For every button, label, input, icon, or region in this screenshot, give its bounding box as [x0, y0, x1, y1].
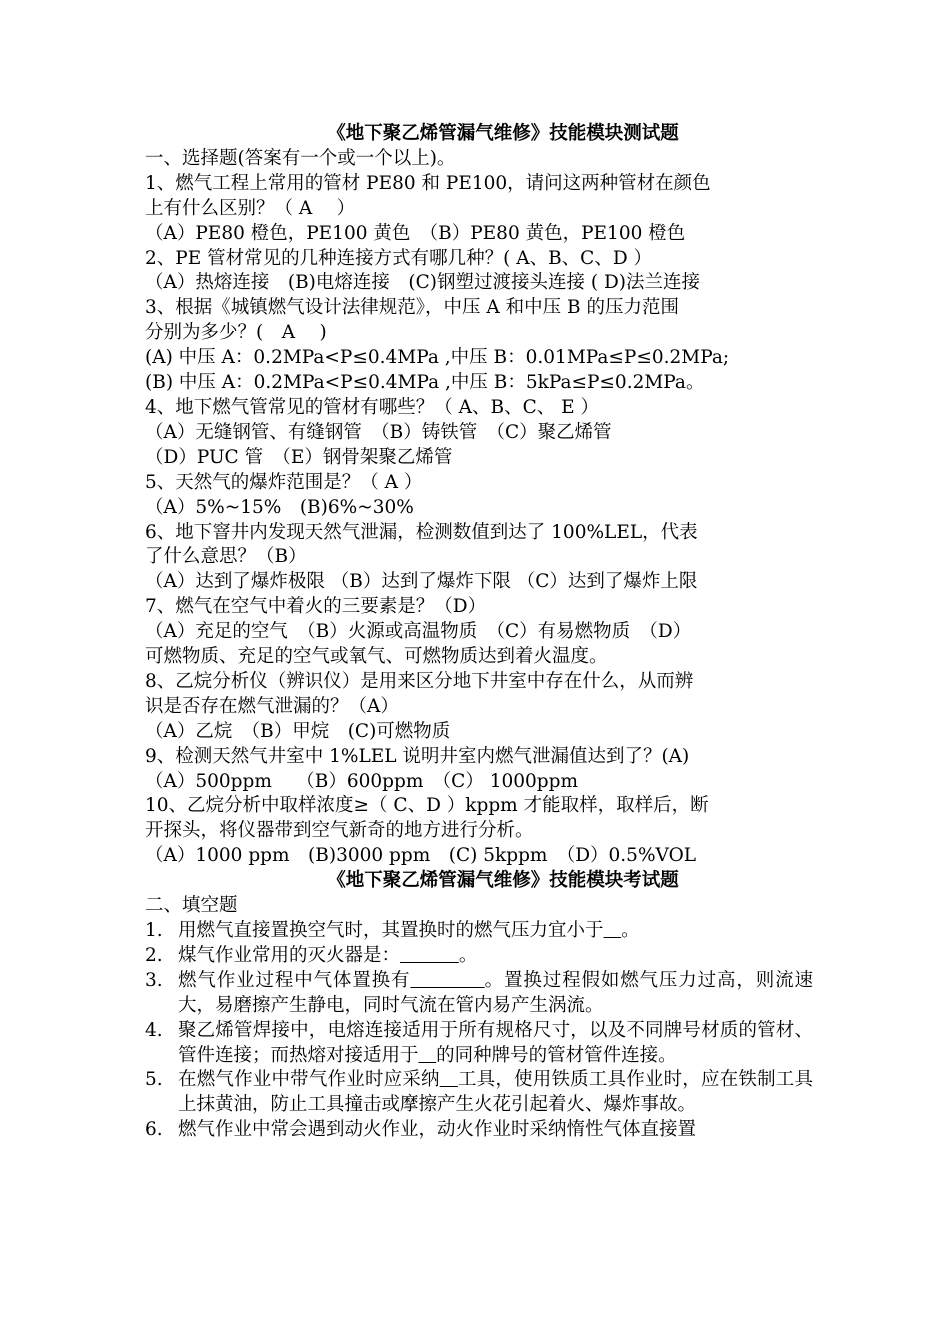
question-line: 9、检测天然气井室中 1%LEL 说明井室内燃气泄漏值达到了？(A) [145, 745, 690, 767]
test-title: 《地下聚乙烯管漏气维修》技能模块测试题 [327, 123, 679, 144]
question-line: （A）PE80 橙色，PE100 黄色 （B）PE80 黄色，PE100 橙色 [145, 222, 686, 244]
answer-blank [410, 970, 484, 991]
question-line: (A) 中压 A：0.2MPa<P≤0.4MPa ,中压 B：0.01MPa≤P≤0.2MPa; [145, 347, 730, 369]
exam-title: 《地下聚乙烯管漏气维修》技能模块考试题 [327, 870, 679, 892]
fill-question [145, 1019, 813, 1069]
question-line: （D）PUC 管 （E）钢骨架聚乙烯管 [145, 446, 453, 468]
question-line: （A）无缝钢管、有缝钢管 （B）铸铁管 （C）聚乙烯管 [145, 421, 612, 443]
question-line: 2、PE 管材常见的几种连接方式有哪几种？( A、B、C、D ） [145, 247, 653, 269]
fill-question [145, 919, 813, 944]
answer-blank [400, 945, 459, 966]
question-line: 3、根据《城镇燃气设计法律规范》，中压 A 和中压 B 的压力范围 [145, 297, 680, 319]
question-line: (B) 中压 A：0.2MPa<P≤0.4MPa ,中压 B：5kPa≤P≤0.2MPa。 [145, 372, 705, 394]
question-line: （A）5%~15% (B)6%~30% [145, 496, 414, 518]
answer-blank [419, 1045, 437, 1066]
question-number: 6. [145, 1119, 163, 1141]
fill-question [145, 969, 813, 1019]
section-heading-choice: 一、选择题(答案有一个或一个以上)。 [145, 147, 456, 169]
question-text [178, 969, 813, 1019]
fill-question [145, 1118, 813, 1143]
fill-in-questions [145, 919, 813, 1143]
question-text-pre: 聚乙烯管焊接中，电熔连接适用于所有规格尺寸，以及不同牌号材质的管材、管件连接；而热熔对接适用于 [178, 1019, 813, 1066]
question-line: 分别为多少？( A ) [145, 322, 327, 344]
question-line: 上有什么区别？（ A ） [145, 197, 356, 219]
question-line: （A）500ppm （B）600ppm （C） 1000ppm [145, 770, 579, 792]
question-line: 7、燃气在空气中着火的三要素是？（D） [145, 596, 487, 618]
choice-questions [145, 172, 813, 869]
question-text-pre: 燃气作业过程中气体置换有 [178, 969, 411, 991]
question-line: （A）热熔连接 (B)电熔连接 (C)钢塑过渡接头连接 ( D)法兰连接 [145, 272, 701, 294]
question-text-pre: 煤气作业常用的灭火器是： [178, 944, 401, 966]
question-number: 2. [145, 944, 163, 966]
question-number: 3. [145, 969, 163, 991]
question-number: 4. [145, 1019, 163, 1041]
question-line: （A）乙烷 （B）甲烷 (C)可燃物质 [145, 720, 451, 742]
question-line: 8、乙烷分析仪（辨识仪）是用来区分地下井室中存在什么，从而辨 [145, 670, 694, 692]
question-text [178, 1118, 813, 1143]
answer-blank [440, 1069, 458, 1090]
question-line: 6、地下窨井内发现天然气泄漏，检测数值到达了 100%LEL，代表 [145, 521, 698, 543]
question-text [178, 944, 813, 969]
question-text-post: 。置换过程假如燃气压力过高，则流速大，易磨擦产生静电，同时气流在管内易产生涡流。 [178, 969, 813, 1016]
fill-question [145, 944, 813, 969]
question-text [178, 919, 813, 944]
question-text [178, 1068, 813, 1118]
section-heading-fill: 二、填空题 [145, 895, 238, 917]
document-page [145, 122, 813, 1143]
question-text-post: 的同种牌号的管材管件连接。 [436, 1044, 677, 1066]
question-line: 4、地下燃气管常见的管材有哪些？（ A、B、C、 E ） [145, 396, 600, 418]
question-line: 可燃物质、充足的空气或氧气、可燃物质达到着火温度。 [145, 646, 608, 668]
fill-question [145, 1068, 813, 1118]
answer-blank [604, 920, 622, 941]
question-line: 识是否存在燃气泄漏的？（A） [145, 695, 399, 717]
question-text-post: 。 [458, 944, 478, 966]
question-text-pre: 用燃气直接置换空气时，其置换时的燃气压力宜小于 [178, 920, 604, 941]
question-text-pre: 在燃气作业中带气作业时应采纳 [178, 1069, 440, 1091]
question-text-post: 。 [621, 920, 640, 941]
question-number: 5. [145, 1069, 163, 1091]
question-text-post: 工具，使用铁质工具作业时，应在铁制工具上抹黄油，防止工具撞击或摩擦产生火花引起着火、爆炸事故。 [178, 1069, 813, 1116]
question-line: （A）充足的空气 （B）火源或高温物质 （C）有易燃物质 （D） [145, 621, 692, 643]
question-line: 10、乙烷分析中取样浓度≥（ C、D ）kppm 才能取样，取样后，断 [145, 795, 709, 817]
question-line: 开探头，将仪器带到空气新奇的地方进行分析。 [145, 820, 534, 842]
question-number: 1. [145, 920, 163, 941]
question-line: 5、天然气的爆炸范围是？（ A ） [145, 471, 423, 493]
question-text [178, 1019, 813, 1069]
question-line: （A）达到了爆炸极限 （B）达到了爆炸下限 （C）达到了爆炸上限 [145, 571, 698, 593]
question-text-pre: 燃气作业中常会遇到动火作业，动火作业时采纳惰性气体直接置 [178, 1119, 697, 1141]
question-line: 1、燃气工程上常用的管材 PE80 和 PE100，请问这两种管材在颜色 [145, 172, 711, 194]
question-line: 了什么意思？（B） [145, 546, 307, 568]
question-line: （A）1000 ppm (B)3000 ppm (C) 5kppm （D）0.5%VOL [145, 845, 697, 867]
